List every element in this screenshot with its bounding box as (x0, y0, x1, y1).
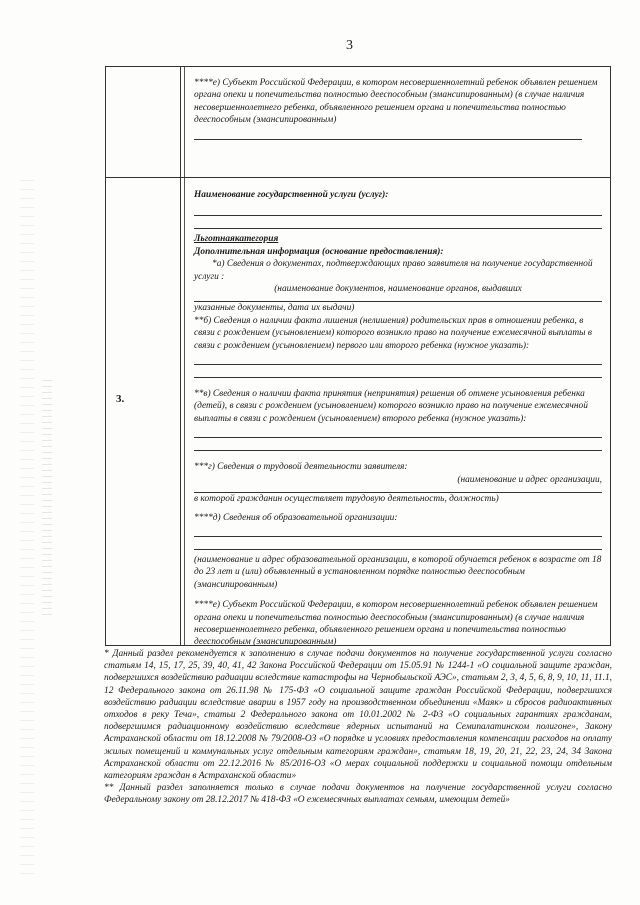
section-g-caption2: в которой гражданин осуществляет трудовую деятельность, должность) (194, 494, 499, 505)
section-e-text: ****е) Субъект Российской Федерации, в котором несовершеннолетний ребенок объявлен решением органа опеки и попечительства полностью дееспособным (эмансипированным) (в случае наличия несовершеннолетнего ребенка, объявленного решением органа и попечительства полностью дееспособным (эмансипированным) (194, 600, 598, 648)
benefit-category-label: Льготнаякатегория (194, 234, 279, 245)
additional-info-label: Дополнительная информация (основание предоставления): (194, 246, 444, 257)
form-table (105, 66, 611, 646)
section-a-caption: (наименование документов, наименование органов, выдавших (274, 284, 522, 295)
section-a-caption2: указанные документы, дата их выдачи) (194, 303, 355, 314)
prev-row-subject-text: ****е) Субъект Российской Федерации, в котором несовершеннолетний ребенок объявлен решением органа опеки и попечительства полностью дееспособным (эмансипированным) (в случае наличия несовершеннолетнего ребенка, объявленного решением органа и попечительства полностью дееспособным (эмансипированным) (194, 77, 602, 140)
row3-content (194, 189, 602, 649)
section-d-caption: (наименование и адрес образовательной организации, в которой обучается ребенок в возрасте от 18 до 23 лет и (или) объявленный в установленном порядке полностью дееспособным (эмансипированным) (194, 554, 602, 590)
section-g-caption: (наименование и адрес организации, (457, 474, 602, 485)
section-d-text: ****д) Сведения об образовательной организации: (194, 512, 398, 523)
section-b-text: **б) Сведения о наличии факта лишения (нелишения) родительских прав в отношении ребенка, в связи с рождением (усыновлением) которого возникло право на получение ежемесячной выплаты в связи с рождением (усыновлением) первого или второго ребенка (нужное указать): (194, 315, 592, 351)
section-v-text: **в) Сведения о наличии факта принятия (непринятия) решения об отмене усыновления ребенка (детей), в связи с рождением (усыновлением) которого возникло право на получение ежемесячной выплаты в связи с рождением (усыновлением) второго ребенка (нужное указать): (194, 389, 588, 424)
footnote-1: * Данный раздел рекомендуется к заполнению в случае подачи документов на получение государственной услуги согласно статьям 14, 15, 17, 25, 39, 40, 41, 42 Закона Российской Федерации от 15.05.91 № 1244-1 «О социальной защите граждан, подвергшихся воздействию радиации вследствие катастрофы на Чернобыльской АЭС», статьям 2, 3, 4, 5, 6, 8, 9, 10, 11, 11.1, 12 Федерального закона от 26.11.98 № 175-ФЗ «О социальной защите граждан Российской Федерации, подвергшихся воздействию радиации вследствие аварии в 1957 году на производственном объединении «Маяк» и сбросов радиоактивных отходов в реку Теча», статьи 2 Федерального закона от 10.01.2002 № 2-ФЗ «О социальных гарантиях гражданам, подвергшимся радиационному воздействию вследствие ядерных испытаний на Семипалатинском полигоне», Закону Астраханской области от 18.12.2008 № 79/2008-ОЗ «О порядке и условиях предоставления компенсации расходов на оплату жилых помещений и коммунальных услуг отдельным категориям граждан», статьям 18, 19, 20, 21, 22, 23, 24, 34 Закона Астраханской области от 22.12.2016 № 85/2016-ОЗ «О мерах социальной поддержки и социальной помощи отдельным категориям граждан в Астраханской области» (104, 649, 612, 782)
table-column-divider (180, 67, 181, 645)
service-name-label: Наименование государственной услуги (услуг): (194, 190, 389, 200)
row-number: 3. (116, 393, 125, 405)
table-row-divider (106, 177, 610, 178)
section-a-text: *а) Сведения о документах, подтверждающих право заявителя на получение государственной услуги : (194, 259, 593, 282)
table-column-divider (184, 67, 185, 645)
footnote-2: ** Данный раздел заполняется только в случае подачи документов на получение государственной услуги согласно Федеральному закону от 28.12.2017 № 418-ФЗ «О ежемесячных выплатах семьям, имеющим детей» (104, 783, 612, 806)
page-number: 3 (346, 38, 353, 53)
footnotes (104, 648, 612, 807)
section-g-text: ***г) Сведения о трудовой деятельности заявителя: (194, 462, 408, 473)
scan-artifact (42, 380, 52, 620)
scan-artifact (20, 180, 34, 880)
